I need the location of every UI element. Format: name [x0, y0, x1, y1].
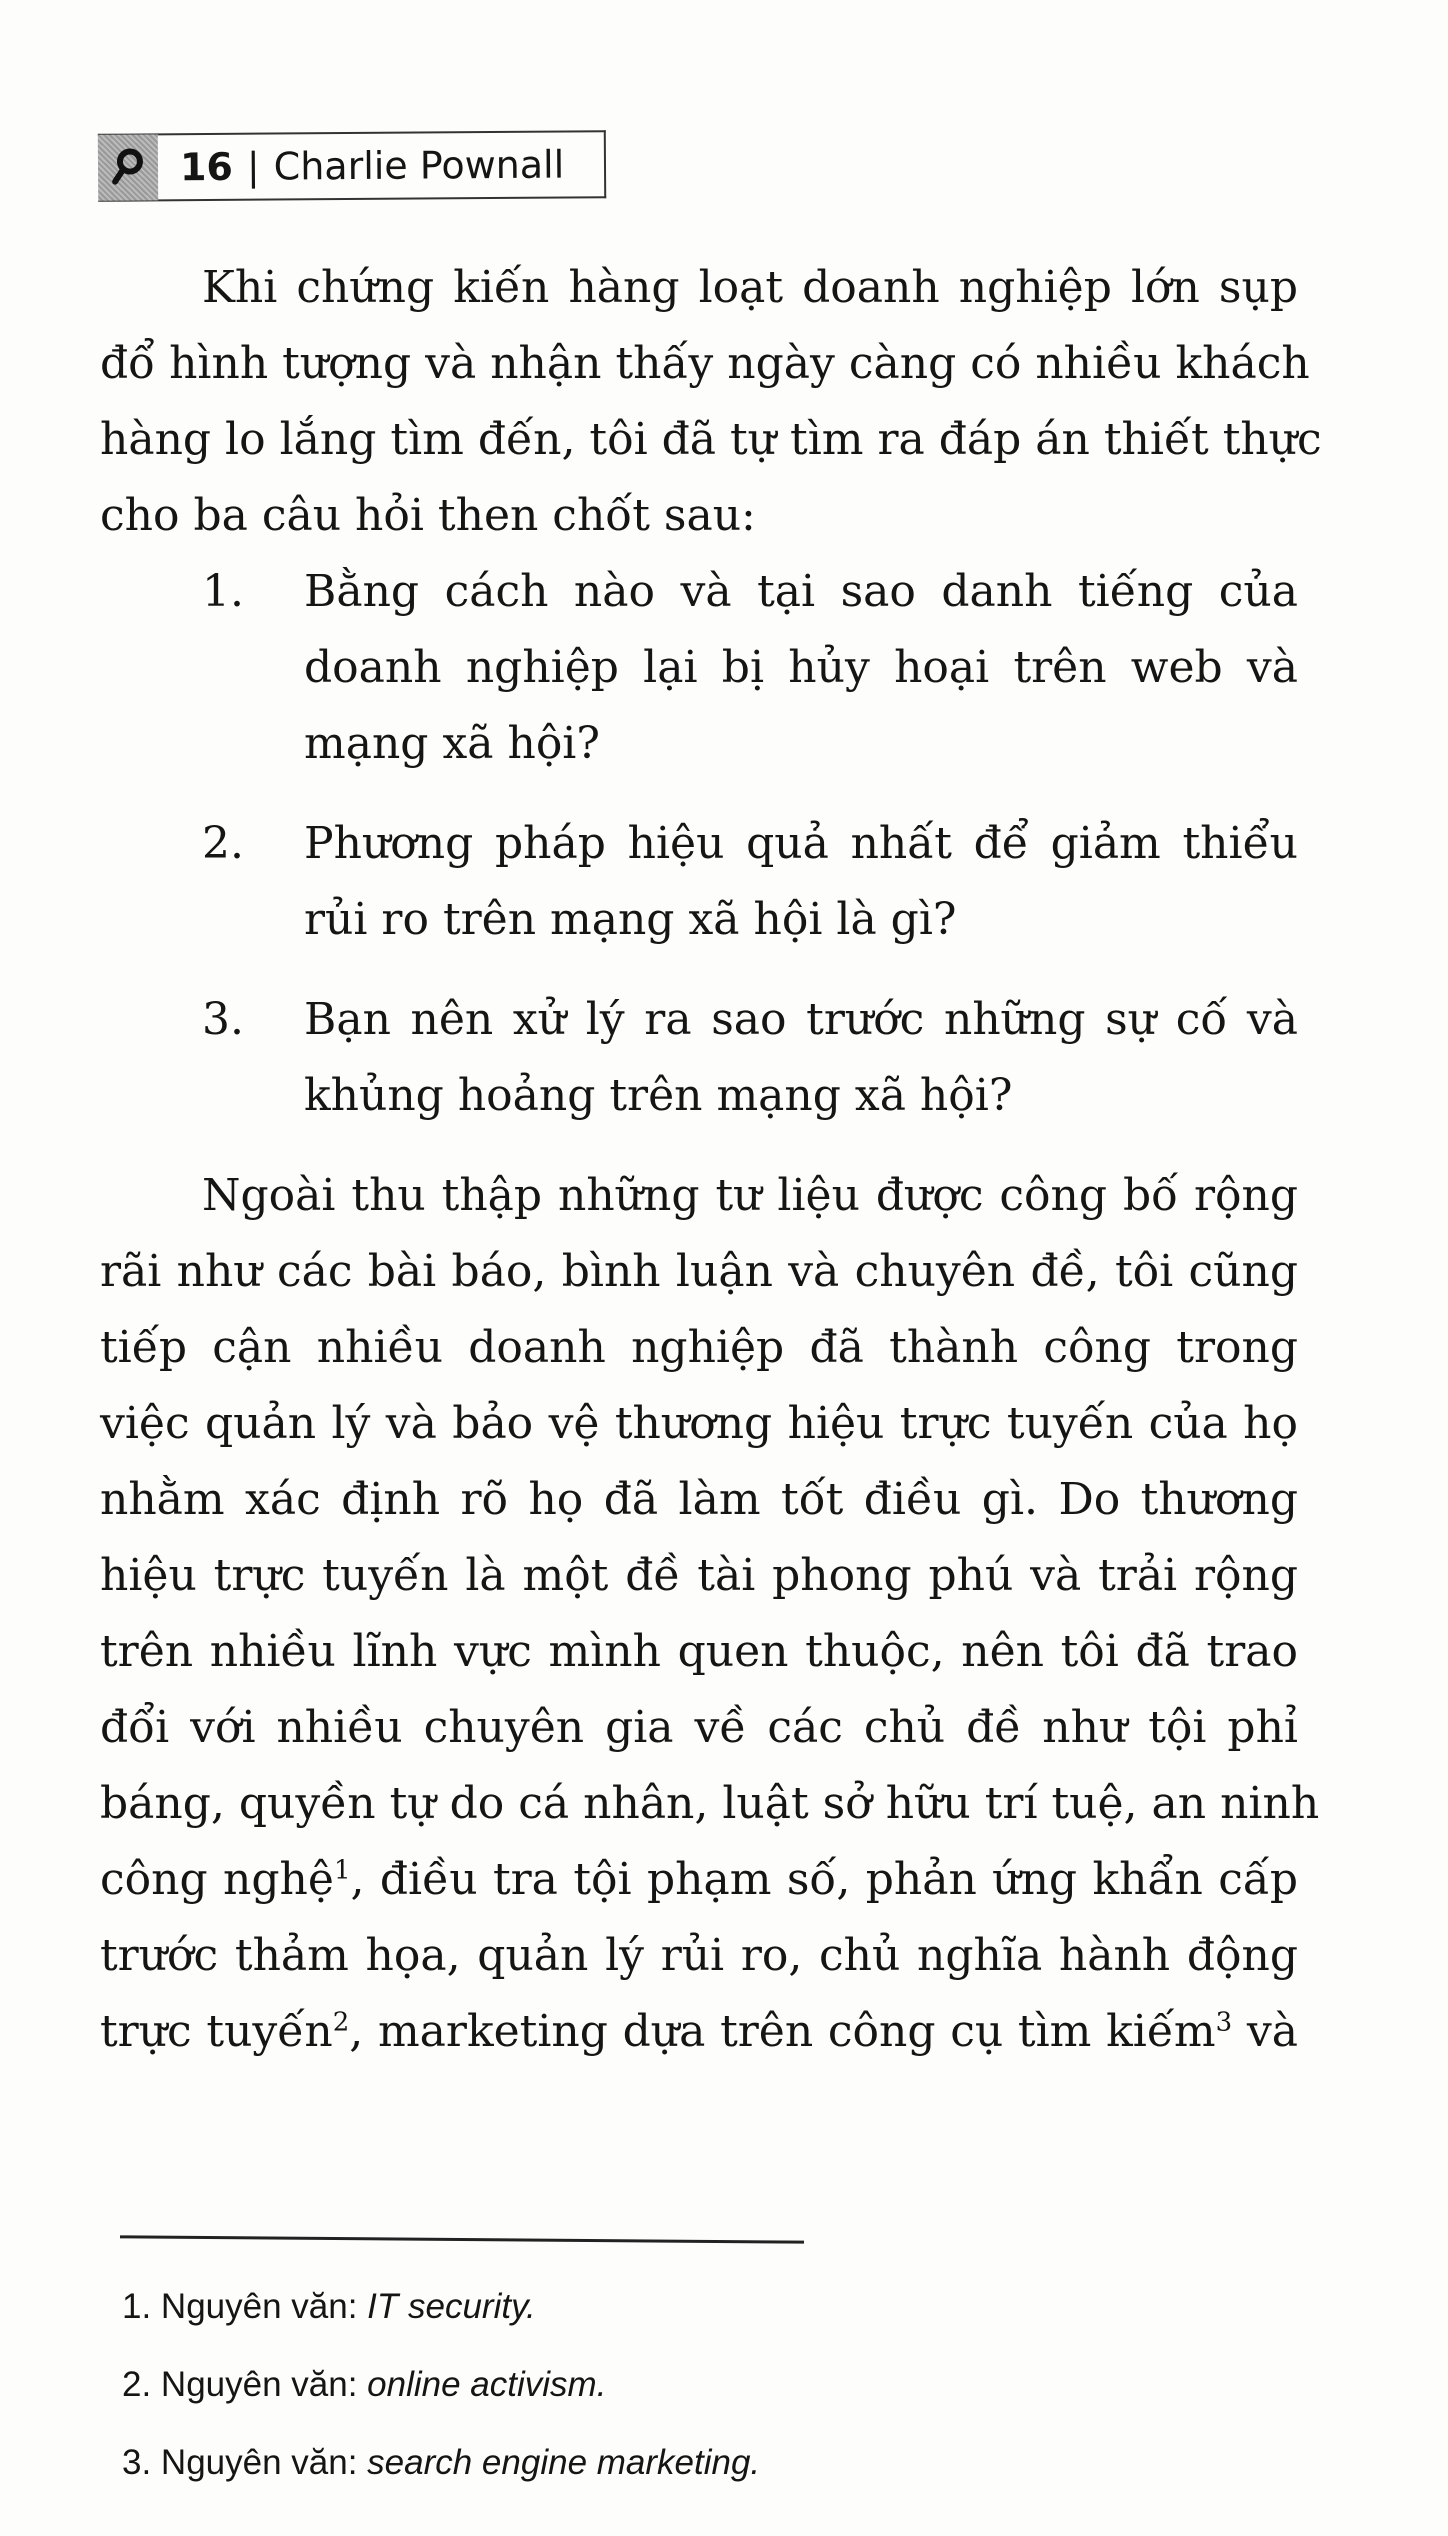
text-line — [100, 1234, 1298, 1310]
footnote-ref: 1 — [333, 1855, 351, 1886]
text-line: Bạn nên xử lý ra sao trước những sự cố và — [304, 994, 1298, 1045]
text-segment: , điều tra tội phạm số, phản ứng khẩn cấp — [350, 1854, 1298, 1905]
text-line: hàng lo lắng tìm đến, tôi đã tự tìm ra đáp án thiết thực — [100, 414, 1322, 465]
footnote-label: 2. Nguyên văn: — [122, 2365, 368, 2404]
text-segment: rãi như các bài báo, bình luận và chuyên đề, tôi cũng — [100, 1246, 1298, 1297]
list-gap — [100, 1134, 1298, 1158]
author-name: Charlie Pownall — [273, 142, 565, 189]
text-line: rủi ro trên mạng xã hội là gì? — [304, 894, 957, 945]
footnote — [122, 2346, 760, 2424]
list-item — [202, 554, 1298, 782]
footnote-label: 1. Nguyên văn: — [122, 2287, 368, 2326]
footnote-ref: 2 — [332, 2007, 350, 2038]
text-line — [100, 1386, 1298, 1462]
text-segment: việc quản lý và bảo vệ thương hiệu trực tuyến của họ — [100, 1398, 1298, 1449]
list-number: 3. — [202, 994, 244, 1045]
body-text — [100, 250, 1322, 2070]
text-line: Phương pháp hiệu quả nhất để giảm thiểu — [304, 818, 1298, 869]
text-line — [100, 1994, 1298, 2070]
text-segment: trước thảm họa, quản lý rủi ro, chủ nghĩa hành động — [100, 1930, 1298, 1981]
list-item — [202, 982, 1298, 1134]
list-item-text — [304, 554, 1298, 782]
text-segment: và — [1232, 2006, 1299, 2057]
text-line — [100, 1310, 1298, 1386]
text-line: mạng xã hội? — [304, 718, 600, 769]
list-number: 1. — [202, 566, 244, 617]
text-segment: trên nhiều lĩnh vực mình quen thuộc, nên tôi đã trao — [100, 1626, 1298, 1677]
text-line: Bằng cách nào và tại sao danh tiếng của — [304, 566, 1298, 617]
footnote — [122, 2424, 760, 2502]
footnote-original: IT security. — [367, 2287, 536, 2326]
text-segment: báng, quyền tự do cá nhân, luật sở hữu trí tuệ, an ninh — [100, 1778, 1320, 1829]
footnote-rule — [120, 2235, 804, 2243]
paragraph-2 — [100, 1158, 1320, 2070]
text-line: cho ba câu hỏi then chốt sau: — [100, 490, 756, 541]
text-segment: tiếp cận nhiều doanh nghiệp đã thành công trong — [100, 1322, 1298, 1373]
list-number: 2. — [202, 818, 244, 869]
text-line — [100, 1158, 1298, 1234]
text-segment: đổi với nhiều chuyên gia về các chủ đề như tội phỉ — [100, 1702, 1298, 1753]
text-line — [100, 1690, 1298, 1766]
footnote-ref: 3 — [1215, 2007, 1233, 2038]
text-segment: nhằm xác định rõ họ đã làm tốt điều gì. Do thương — [100, 1474, 1298, 1525]
footnotes — [122, 2268, 760, 2502]
header-separator: | — [246, 144, 260, 189]
list-item-text — [304, 982, 1298, 1134]
text-line — [100, 1538, 1298, 1614]
list-gap — [100, 958, 1298, 982]
text-line — [100, 1842, 1298, 1918]
magnifier-icon — [98, 134, 158, 200]
list-item — [202, 806, 1298, 958]
text-segment: , marketing dựa trên công cụ tìm kiếm — [349, 2006, 1216, 2057]
text-line — [100, 1918, 1298, 1994]
text-line — [100, 1614, 1298, 1690]
text-line: đổ hình tượng và nhận thấy ngày càng có nhiều khách — [100, 338, 1310, 389]
text-line: khủng hoảng trên mạng xã hội? — [304, 1070, 1013, 1121]
text-segment: Ngoài thu thập những tư liệu được công bố rộng — [202, 1170, 1298, 1221]
header-text — [158, 143, 564, 190]
text-line — [100, 1766, 1320, 1842]
list-item-text — [304, 806, 1298, 958]
footnote-label: 3. Nguyên văn: — [122, 2443, 368, 2482]
text-segment: trực tuyến — [100, 2006, 333, 2057]
running-header — [98, 130, 606, 202]
paragraph-1 — [100, 250, 1322, 554]
list-gap — [100, 782, 1298, 806]
footnote-original: search engine marketing. — [367, 2443, 761, 2482]
page-number: 16 — [179, 144, 234, 190]
footnote-original: online activism. — [367, 2365, 607, 2404]
text-segment: công nghệ — [100, 1854, 334, 1905]
text-line — [100, 1462, 1298, 1538]
footnote — [122, 2268, 760, 2346]
text-segment: hiệu trực tuyến là một đề tài phong phú và trải rộng — [100, 1550, 1298, 1601]
text-line: Khi chứng kiến hàng loạt doanh nghiệp lớn sụp — [202, 262, 1298, 313]
text-line: doanh nghiệp lại bị hủy hoại trên web và — [304, 642, 1298, 693]
question-list — [100, 554, 1298, 1158]
